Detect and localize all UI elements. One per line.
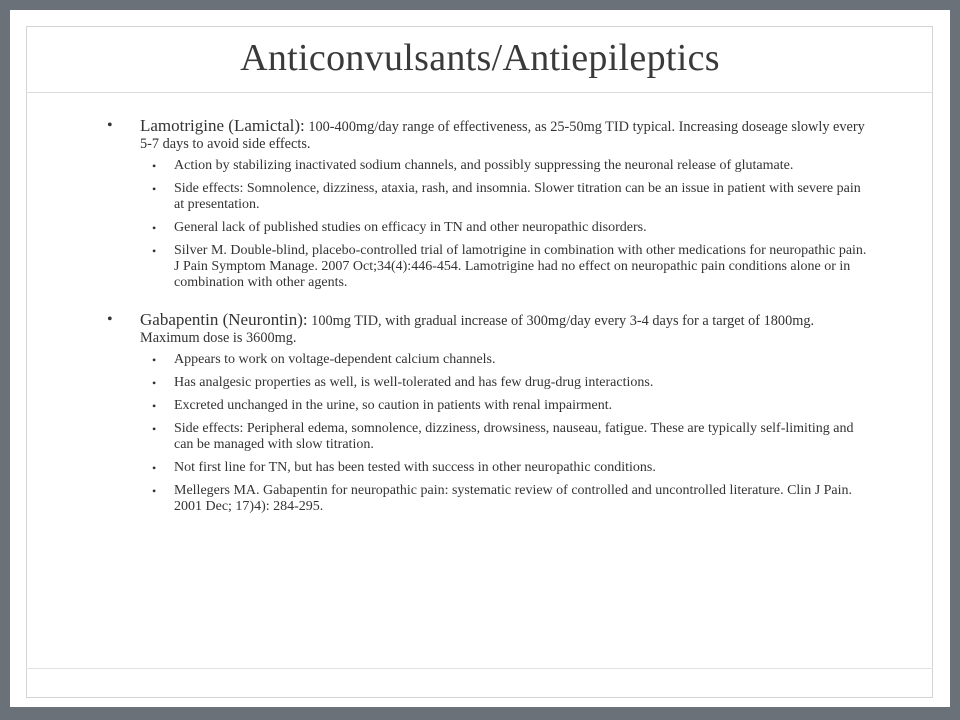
bullet-dot-icon: • [152, 422, 157, 436]
drug-summary: 100-400mg/day range of effectiveness, as 25-50mg TID typical. Increasing doseage slowly every 5-7 days to avoid side effects. [140, 119, 865, 152]
main-bullet-gabapentin [107, 311, 867, 347]
sub-bullet-item [152, 181, 867, 213]
sub-bullet-item [152, 483, 867, 515]
sub-bullet-list [107, 352, 867, 515]
drug-summary: 100mg TID, with gradual increase of 300mg/day every 3-4 days for a target of 1800mg. Maximum dose is 3600mg. [140, 313, 815, 346]
drug-heading: Lamotrigine (Lamictal): [140, 116, 305, 135]
bullet-dot-icon: • [152, 484, 157, 498]
sub-bullet-text: Mellegers MA. Gabapentin for neuropathic pain: systematic review of controlled and uncontrolled literature. Clin J Pain. 2001 Dec; 17)4): 284-295. [174, 483, 853, 514]
sub-bullet-item [152, 243, 867, 291]
bullet-dot-icon: • [152, 461, 157, 475]
sub-bullet-text: Side effects: Somnolence, dizziness, ataxia, rash, and insomnia. Slower titration can be an issue in patient with severe pain at presentation. [174, 181, 861, 212]
footer-divider [26, 668, 933, 669]
sub-bullet-text: Silver M. Double-blind, placebo-controlled trial of lamotrigine in combination with other medications for neuropathic pain. J Pain Symptom Manage. 2007 Oct;34(4):446-454. Lamotrigine had no effect on neuropathic pain conditions alone or in combination with other agents. [174, 243, 867, 290]
bullet-dot-icon: • [152, 376, 157, 390]
bullet-dot-icon: • [107, 311, 113, 328]
sub-bullet-list [107, 158, 867, 291]
drug-heading: Gabapentin (Neurontin): [140, 310, 308, 329]
bullet-dot-icon: • [152, 159, 157, 173]
sub-bullet-text: Side effects: Peripheral edema, somnolence, dizziness, drowsiness, nauseau, fatigue. These are typically self-limiting and can be managed with slow titration. [174, 421, 854, 452]
sub-bullet-text: General lack of published studies on efficacy in TN and other neuropathic disorders. [174, 220, 647, 235]
main-bullet-lamotrigine [107, 117, 867, 153]
bullet-dot-icon: • [152, 399, 157, 413]
section-gabapentin [107, 311, 867, 515]
sub-bullet-text: Excreted unchanged in the urine, so caution in patients with renal impairment. [174, 398, 613, 413]
sub-bullet-item [152, 220, 867, 236]
sub-bullet-item [152, 158, 867, 174]
slide-content [107, 117, 867, 522]
sub-bullet-item [152, 398, 867, 414]
bullet-dot-icon: • [152, 182, 157, 196]
sub-bullet-text: Action by stabilizing inactivated sodium channels, and possibly suppressing the neuronal release of glutamate. [174, 158, 794, 173]
sub-bullet-text: Appears to work on voltage-dependent calcium channels. [174, 352, 496, 367]
sub-bullet-item [152, 421, 867, 453]
title-divider [26, 92, 933, 93]
sub-bullet-text: Not first line for TN, but has been tested with success in other neuropathic conditions. [174, 460, 656, 475]
bullet-dot-icon: • [107, 117, 113, 134]
bullet-dot-icon: • [152, 353, 157, 367]
bullet-dot-icon: • [152, 221, 157, 235]
slide-title: Anticonvulsants/Antiepileptics [240, 37, 720, 79]
sub-bullet-item [152, 460, 867, 476]
sub-bullet-text: Has analgesic properties as well, is well-tolerated and has few drug-drug interactions. [174, 375, 654, 390]
section-lamotrigine [107, 117, 867, 291]
bullet-dot-icon: • [152, 244, 157, 258]
sub-bullet-item [152, 375, 867, 391]
slide [10, 10, 950, 707]
sub-bullet-item [152, 352, 867, 368]
